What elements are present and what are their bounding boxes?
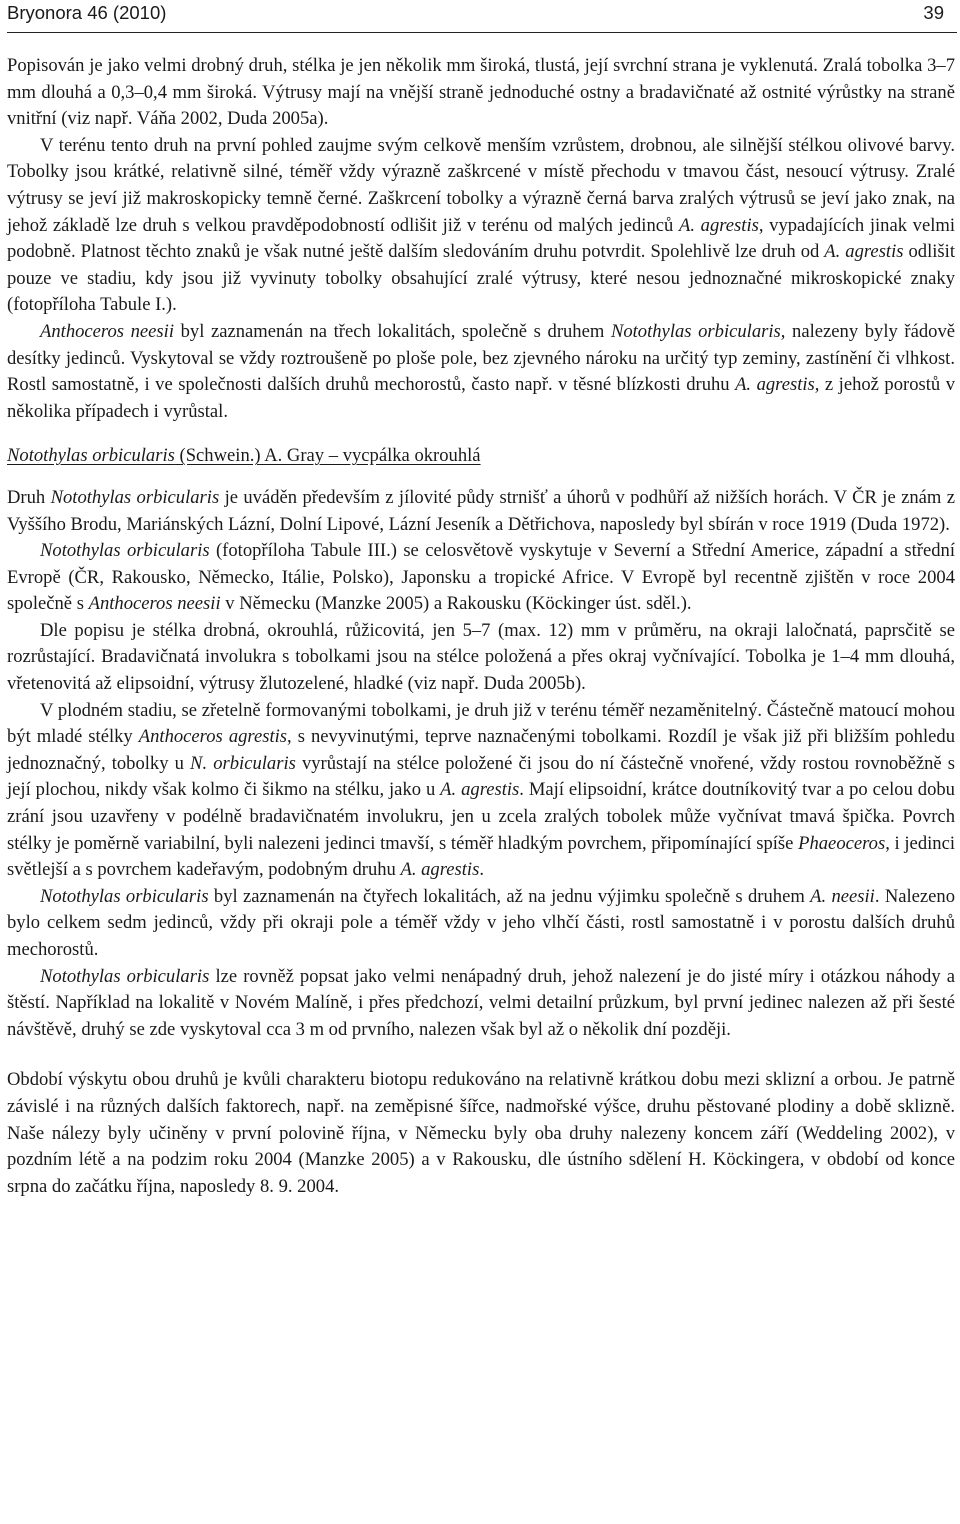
paragraph-morphology: Dle popisu je stélka drobná, okrouhlá, růžicovitá, jen 5–7 (max. 12) mm v průměru, na okraji laločnatá, paprsčitě se rozrůstající. Bradavičnatá involukra s tobolkami jsou na stélce položená a přes okraj vyčnívající. Tobolka je 1–4 mm dlouhá, vřetenovitá až elipsoidní, výtrusy žlutozelené, hladké (viz např. Duda 2005b). — [7, 619, 955, 695]
paragraph-fertile-stage: V plodném stadiu, se zřetelně formovanými tobolkami, je druh již v terénu téměř nezaměnitelný. Částečně matoucí mohou být mladé stélky Anthoceros agrestis, s nevyvinutými, teprve naznačenými tobolkami. Rozdíl je však již při bližším pohledu jednoznačný, tobolky u N. orbicularis vyrůstají na stélce položené či jsou do ní částečně vnořené, vždy rostou rovnoběžně s její plochou, nikdy však kolmo či šikmo na stélku, jako u A. agrestis. Mají elipsoidní, krátce doutníkovitý tvar a po celou dobu zrání jsou uzavřeny v podélně bradavičnatém involukru, jen u zcela zralých tobolek může vyčnívat tmavá špička. Povrch stélky je poměrně variabilní, byli nalezeni jedinci tmavší, s téměř hladkým povrchem, připomínající spíše Phaeoceros, i jedinci světlejší a s povrchem kadeřavým, podobným druhu A. agrestis. — [7, 699, 955, 881]
paragraph-field-identification: V terénu tento druh na první pohled zaujme svým celkově menším vzrůstem, drobnou, ale silnější stélkou olivové barvy. Tobolky jsou krátké, relativně silné, téměř vždy výrazně zaškrcené v místě přechodu v tmavou část, nesoucí výtrusy. Zralé výtrusy se jeví již makroskopicky temně černé. Zaškrcení tobolky a výrazně černá barva zralých výtrusů se jeví jako znak, na jehož základě lze druh s velkou pravděpodobností odlišit již v terénu od malých jedinců A. agrestis, vypadajících jinak velmi podobně. Platnost těchto znaků je však nutné ještě dalším sledováním druhu potvrdit. Spolehlivě lze druh od A. agrestis odlišit pouze ve stadiu, kdy jsou již vyvinuty tobolky obsahující zralé výtrusy, které nesou jednoznačné mikroskopické znaky (fotopříloha Tabule I.). — [7, 134, 956, 316]
paragraph-notothylas-localities: Notothylas orbicularis byl zaznamenán na čtyřech lokalitách, až na jednu výjimku společně s druhem A. neesii. Nalezeno bylo celkem sedm jedinců, vždy při okraji pole a téměř vždy v jeho vlhčí části, rostl samostatně i v porostu dalších druhů mechorostů. — [7, 885, 956, 960]
paragraph-inconspicuous: Notothylas orbicularis lze rovněž popsat jako velmi nenápadný druh, jehož nalezení je do jisté míry i otázkou náhody a štěstí. Například na lokalitě v Novém Malíně, i přes předchozí, velmi detailní průzkum, byl první jedinec nalezen až při šesté návštěvě, druhý se zde vyskytoval cca 3 m od prvního, nalezen však byl až o několik dní později. — [7, 965, 955, 1040]
section-heading-notothylas: Notothylas orbicularis (Schwein.) A. Gray – vycpálka okrouhlá — [7, 445, 481, 467]
body-text — [7, 53, 955, 1200]
paragraph-distribution-cz: Druh Notothylas orbicularis je uváděn především z jílovité půdy strnišť a úhorů v podhůří až nižších horách. V ČR je znám z Vyššího Brodu, Mariánských Lázní, Dolní Lipové, Lázní Jeseník a Dětřichova, naposledy byl sbírán v roce 1919 (Duda 1972). — [7, 486, 955, 535]
document-page — [7, 0, 955, 1524]
header-rule — [7, 32, 957, 33]
running-header-journal: Bryonora 46 (2010) — [7, 2, 167, 23]
paragraph-neesii-localities: Anthoceros neesii byl zaznamenán na třech lokalitách, společně s druhem Notothylas orbicularis, nalezeny byly řádově desítky jedinců. Vyskytoval se vždy roztroušeně po ploše pole, bez zjevného nároku na určitý typ zeminy, zastínění či vlhkost. Rostl samostatně, i ve společnosti dalších druhů mechorostů, často např. v těsné blízkosti druhu A. agrestis, z jehož porostů v několika případech i vyrůstal. — [7, 320, 955, 422]
paragraph-occurrence-period: Období výskytu obou druhů je kvůli charakteru biotopu redukováno na relativně krátkou dobu mezi sklizní a orbou. Je patrně závislé i na různých dalších faktorech, např. na zeměpisné šířce, nadmořské výšce, druhu pěstované plodiny a době sklizně. Naše nálezy byly učiněny v první polovině října, v Německu byly oba druhy nalezeny koncem září (Weddeling 2002), v pozdním létě a na podzim roku 2004 (Manzke 2005) a v Rakousku, dle ústního sdělení H. Köckingera, v období od konce srpna do začátku října, naposledy 8. 9. 2004. — [7, 1069, 955, 1197]
paragraph-world-distribution: Notothylas orbicularis (fotopříloha Tabule III.) se celosvětově vyskytuje v Severní a Střední Americe, západní a střední Evropě (ČR, Rakousko, Německo, Itálie, Polsko), Japonsku a tropické Africe. V Evropě byl recentně zjištěn v roce 2004 společně s Anthoceros neesii v Německu (Manzke 2005) a Rakousku (Köckinger úst. sděl.). — [7, 540, 956, 615]
paragraph-species-description: Popisován je jako velmi drobný druh, stélka je jen několik mm široká, tlustá, její svrchní strana je vyklenutá. Zralá tobolka 3–7 mm dlouhá a 0,3–0,4 mm široká. Výtrusy mají na vnější straně jednoduché ostny a bradavičnaté až ostnité výrůstky na straně vnitřní (viz např. Váňa 2002, Duda 2005a). — [7, 55, 955, 130]
page-number: 39 — [923, 2, 944, 23]
